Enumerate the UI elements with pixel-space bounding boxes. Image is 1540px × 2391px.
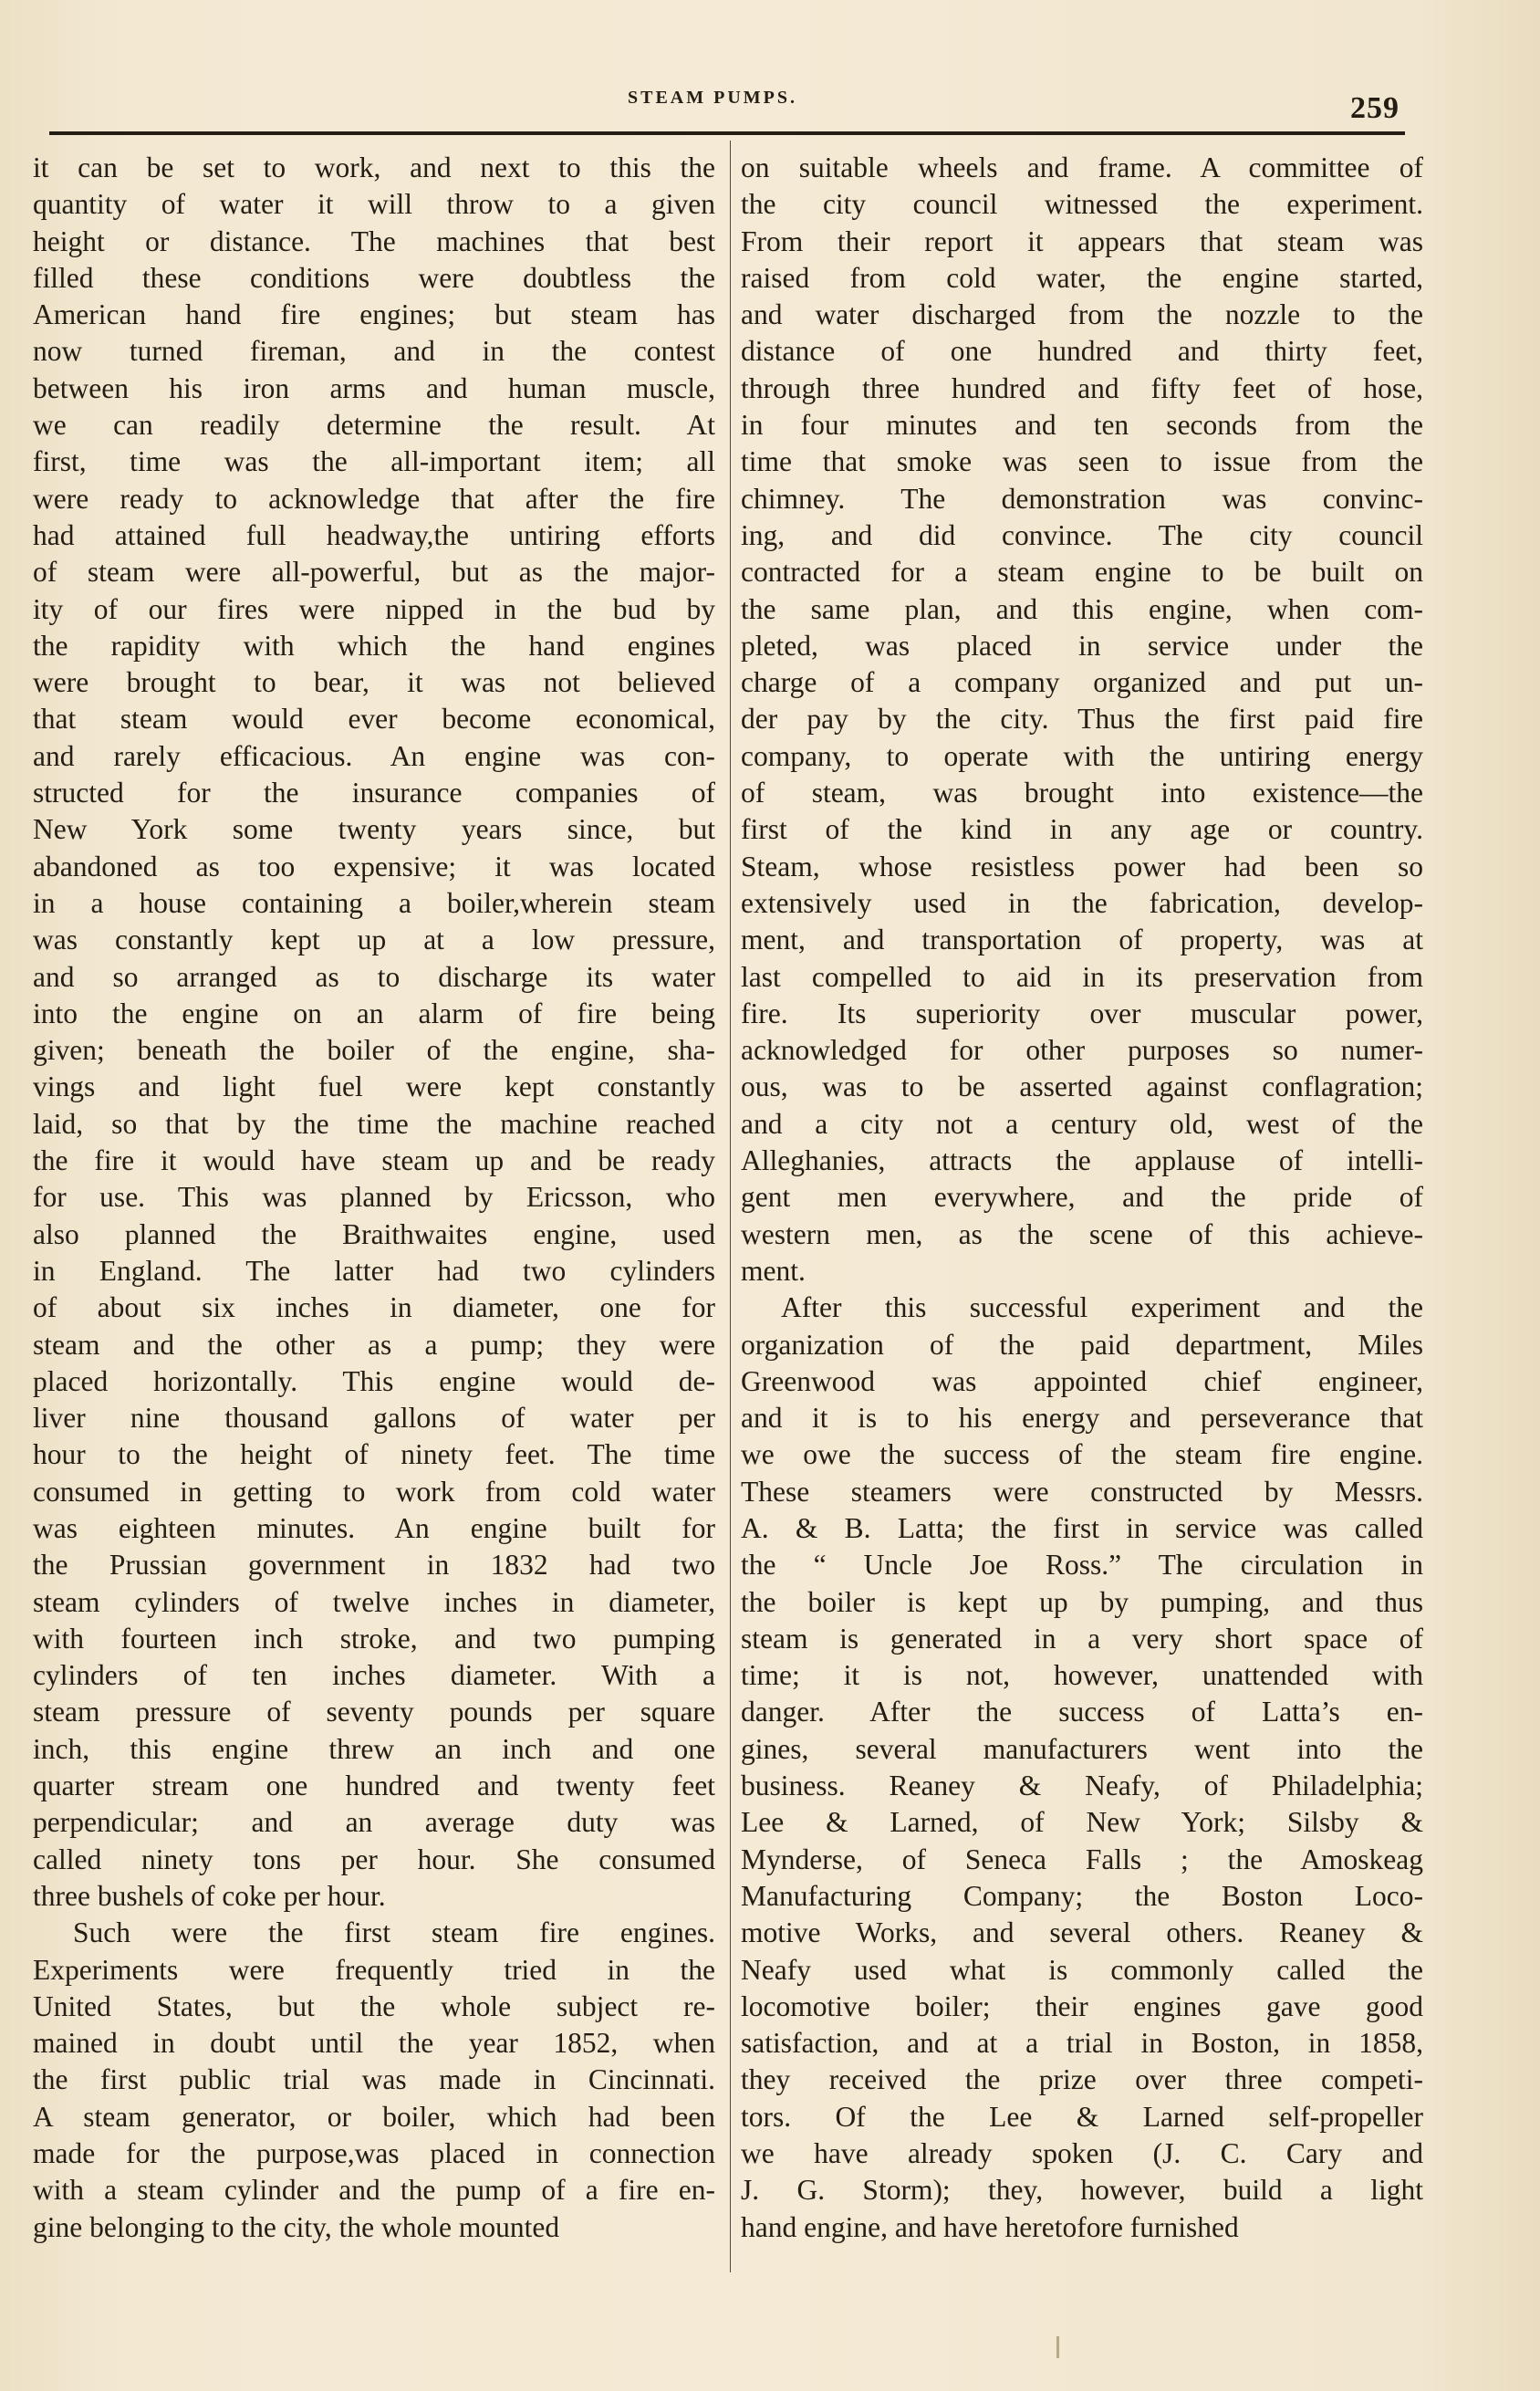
text-line: liver nine thousand gallons of water per <box>33 1402 715 1435</box>
text-line: These steamers were constructed by Messrs. <box>741 1475 1423 1508</box>
text-line: ment. <box>741 1254 806 1287</box>
text-line: that steam would ever become economical, <box>33 703 715 736</box>
text-line: Manufacturing Company; the Boston Loco- <box>741 1879 1423 1912</box>
text-line: United States, but the whole subject re- <box>33 1989 715 2022</box>
text-line: and water discharged from the nozzle to the <box>741 298 1423 331</box>
text-line: laid, so that by the time the machine reached <box>33 1107 715 1140</box>
text-line: steam pressure of seventy pounds per square <box>33 1696 715 1728</box>
text-line: A steam generator, or boiler, which had been <box>33 2100 715 2133</box>
text-line: we owe the success of the steam fire engine. <box>741 1438 1423 1471</box>
text-line: motive Works, and several others. Reaney & <box>741 1916 1423 1949</box>
text-line: were brought to bear, it was not believed <box>33 666 715 699</box>
text-line: had attained full headway,the untiring efforts <box>33 518 715 551</box>
text-line: ity of our fires were nipped in the bud by <box>33 592 715 625</box>
text-line: the Prussian government in 1832 had two <box>33 1549 715 1582</box>
text-line: extensively used in the fabrication, develop- <box>741 886 1423 919</box>
text-line: hand engine, and have heretofore furnished <box>741 2210 1239 2243</box>
text-line: inch, this engine threw an inch and one <box>33 1732 715 1765</box>
text-line: the rapidity with which the hand engines <box>33 629 715 662</box>
left-column <box>33 150 715 2246</box>
text-line: abandoned as too expensive; it was located <box>33 850 715 882</box>
text-line: through three hundred and fifty feet of hose, <box>741 371 1423 404</box>
text-line: Steam, whose resistless power had been so <box>741 850 1423 882</box>
text-line: it can be set to work, and next to this the <box>33 151 715 183</box>
text-line: time; it is not, however, unattended with <box>741 1659 1423 1692</box>
text-line: in four minutes and ten seconds from the <box>741 409 1423 442</box>
text-line: vings and light fuel were kept constantly <box>33 1070 715 1103</box>
text-line: der pay by the city. Thus the first paid fire <box>741 703 1423 736</box>
page-number: 259 <box>1350 91 1400 125</box>
text-line: structed for the insurance companies of <box>33 777 715 809</box>
text-line: New York some twenty years since, but <box>33 813 715 846</box>
text-line: quantity of water it will throw to a given <box>33 188 715 221</box>
text-line: of steam, was brought into existence—the <box>741 777 1423 809</box>
text-line: and rarely efficacious. An engine was con- <box>33 739 715 772</box>
text-line: J. G. Storm); they, however, build a light <box>741 2174 1423 2207</box>
text-line: and so arranged as to discharge its water <box>33 960 715 993</box>
text-line: filled these conditions were doubtless the <box>33 261 715 294</box>
text-line: gine belonging to the city, the whole mounted <box>33 2210 560 2243</box>
text-line: the “ Uncle Joe Ross.” The circulation in <box>741 1549 1423 1582</box>
text-line: satisfaction, and at a trial in Boston, in 1858, <box>741 2027 1423 2060</box>
text-line: danger. After the success of Latta’s en- <box>741 1696 1423 1728</box>
text-line: fire. Its superiority over muscular power, <box>741 997 1423 1029</box>
text-line: contracted for a steam engine to be built on <box>741 556 1423 589</box>
text-line: pleted, was placed in service under the <box>741 629 1423 662</box>
text-line: raised from cold water, the engine started, <box>741 261 1423 294</box>
text-line: charge of a company organized and put un- <box>741 666 1423 699</box>
text-line: hour to the height of ninety feet. The time <box>33 1438 715 1471</box>
text-line: in England. The latter had two cylinders <box>33 1254 715 1287</box>
text-line: cylinders of ten inches diameter. With a <box>33 1659 715 1692</box>
header-rule <box>49 131 1405 135</box>
text-line: From their report it appears that steam was <box>741 224 1423 257</box>
text-line: company, to operate with the untiring energy <box>741 739 1423 772</box>
text-line: was eighteen minutes. An engine built for <box>33 1511 715 1544</box>
text-line: given; beneath the boiler of the engine, sha- <box>33 1034 715 1067</box>
right-column <box>741 150 1423 2246</box>
text-line: the same plan, and this engine, when com- <box>741 592 1423 625</box>
text-line: tors. Of the Lee & Larned self-propeller <box>741 2100 1423 2133</box>
text-line: also planned the Braithwaites engine, used <box>33 1217 715 1250</box>
text-line: locomotive boiler; their engines gave good <box>741 1989 1423 2022</box>
text-line: Mynderse, of Seneca Falls ; the Amoskeag <box>741 1843 1423 1875</box>
text-line: organization of the paid department, Miles <box>741 1328 1423 1361</box>
text-line: into the engine on an alarm of fire being <box>33 997 715 1029</box>
text-line: A. & B. Latta; the first in service was called <box>741 1511 1423 1544</box>
text-line: consumed in getting to work from cold water <box>33 1475 715 1508</box>
text-line: made for the purpose,was placed in connection <box>33 2137 715 2170</box>
text-line: distance of one hundred and thirty feet, <box>741 335 1423 368</box>
text-line: Experiments were frequently tried in the <box>33 1953 715 1986</box>
text-line: business. Reaney & Neafy, of Philadelphia; <box>741 1770 1423 1802</box>
text-line: height or distance. The machines that best <box>33 224 715 257</box>
text-line: Alleghanies, attracts the applause of intelli- <box>741 1144 1423 1177</box>
text-line: quarter stream one hundred and twenty feet <box>33 1770 715 1802</box>
text-line: called ninety tons per hour. She consumed <box>33 1843 715 1875</box>
text-line: ous, was to be asserted against conflagration; <box>741 1070 1423 1103</box>
text-line: ing, and did convince. The city council <box>741 518 1423 551</box>
text-line: American hand fire engines; but steam has <box>33 298 715 331</box>
text-line: on suitable wheels and frame. A committee of <box>741 151 1423 183</box>
text-line: Lee & Larned, of New York; Silsby & <box>741 1806 1423 1839</box>
text-line: in a house containing a boiler,wherein steam <box>33 886 715 919</box>
text-line: the city council witnessed the experiment. <box>741 188 1423 221</box>
text-line: was constantly kept up at a low pressure, <box>33 924 715 956</box>
text-line: After this successful experiment and the <box>781 1291 1423 1324</box>
text-line: mained in doubt until the year 1852, when <box>33 2027 715 2060</box>
text-line: steam is generated in a very short space of <box>741 1622 1423 1655</box>
text-line: were ready to acknowledge that after the fire <box>33 482 715 515</box>
text-line: chimney. The demonstration was convinc- <box>741 482 1423 515</box>
text-line: of about six inches in diameter, one for <box>33 1291 715 1324</box>
text-line: last compelled to aid in its preservation from <box>741 960 1423 993</box>
text-line: the fire it would have steam up and be ready <box>33 1144 715 1177</box>
text-line: perpendicular; and an average duty was <box>33 1806 715 1839</box>
text-line: the boiler is kept up by pumping, and thus <box>741 1585 1423 1618</box>
running-title: STEAM PUMPS. <box>628 88 797 108</box>
text-line: three bushels of coke per hour. <box>33 1879 386 1912</box>
text-line: we have already spoken (J. C. Cary and <box>741 2137 1423 2170</box>
text-line: Greenwood was appointed chief engineer, <box>741 1364 1423 1397</box>
text-line: time that smoke was seen to issue from the <box>741 445 1423 478</box>
text-line: the first public trial was made in Cincinnati. <box>33 2063 715 2096</box>
text-line: acknowledged for other purposes so numer- <box>741 1034 1423 1067</box>
text-line: steam and the other as a pump; they were <box>33 1328 715 1361</box>
text-line: ment, and transportation of property, was at <box>741 924 1423 956</box>
text-line: first, time was the all-important item; all <box>33 445 715 478</box>
text-line: of steam were all-powerful, but as the major- <box>33 556 715 589</box>
text-line: with fourteen inch stroke, and two pumping <box>33 1622 715 1655</box>
text-line: placed horizontally. This engine would de- <box>33 1364 715 1397</box>
column-divider <box>730 141 731 2272</box>
text-line: western men, as the scene of this achieve- <box>741 1217 1423 1250</box>
text-line: Such were the first steam fire engines. <box>73 1916 715 1949</box>
text-line: they received the prize over three competi- <box>741 2063 1423 2096</box>
text-line: first of the kind in any age or country. <box>741 813 1423 846</box>
paper-mark <box>1056 2336 1059 2358</box>
text-line: with a steam cylinder and the pump of a fire en- <box>33 2174 715 2207</box>
text-line: and it is to his energy and perseverance that <box>741 1402 1423 1435</box>
text-line: between his iron arms and human muscle, <box>33 371 715 404</box>
text-line: steam cylinders of twelve inches in diameter, <box>33 1585 715 1618</box>
text-line: and a city not a century old, west of the <box>741 1107 1423 1140</box>
text-line: Neafy used what is commonly called the <box>741 1953 1423 1986</box>
text-line: gent men everywhere, and the pride of <box>741 1181 1423 1214</box>
text-line: for use. This was planned by Ericsson, who <box>33 1181 715 1214</box>
text-line: we can readily determine the result. At <box>33 409 715 442</box>
text-line: gines, several manufacturers went into the <box>741 1732 1423 1765</box>
text-line: now turned fireman, and in the contest <box>33 335 715 368</box>
